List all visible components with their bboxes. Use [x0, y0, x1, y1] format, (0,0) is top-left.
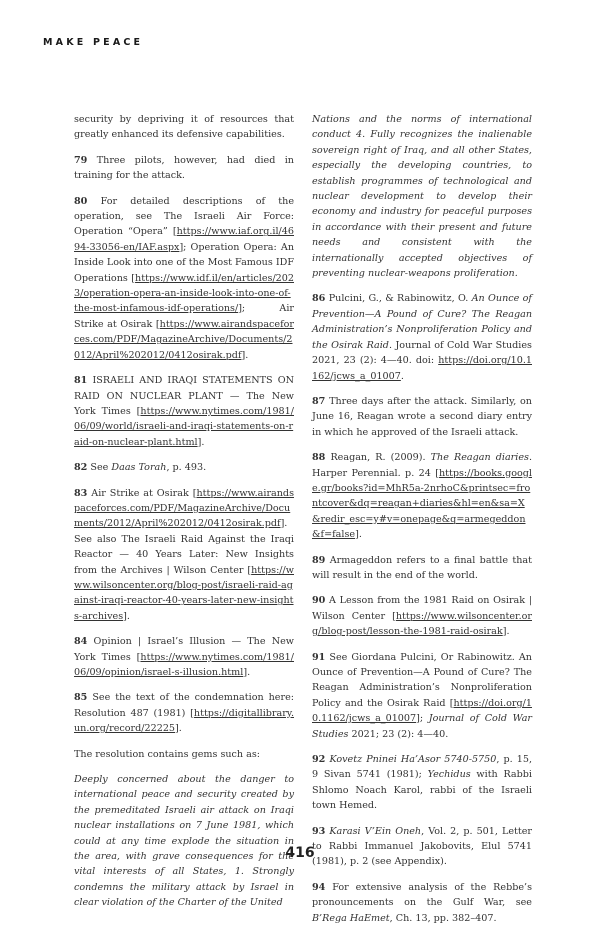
airandspaceforces-link[interactable]: https://www.airandspaceforces.com/PDF/MagazineArchive/Documents/2012/April%202012/0412osirak.pdf: [74, 487, 294, 530]
book-title: Karasi V’Ein Oneh: [329, 825, 422, 837]
footnote-number: 85: [74, 692, 88, 704]
footnote-text: ].: [355, 529, 362, 541]
footnote-92: [312, 752, 532, 814]
doi-link[interactable]: https://doi.org/10.1162/jcws_a_01007: [312, 355, 532, 382]
footnote-94: [312, 880, 532, 926]
footnote-text: See the text of the condemnation here: Resolution 487 (1981) [: [74, 692, 294, 719]
airandspaceforces-link[interactable]: https://www.airandspaceforces.com/PDF/MagazineArchive/Documents/2012/April%202012/0412osirak.pdf: [74, 318, 294, 361]
page-number: 416: [285, 845, 315, 861]
footnote-number: 79: [74, 154, 88, 166]
footnote-text: For detailed descriptions of the operation, see The Israeli Air Force: Operation “Opera” [: [74, 195, 294, 238]
footnote-number: 86: [312, 293, 326, 305]
book-title: Daas Torah: [111, 462, 167, 474]
footnote-text: Armageddon refers to a final battle that will result in the end of the world.: [312, 554, 532, 581]
footnote-89: [312, 553, 532, 584]
footnote-text: . Journal of Cold War Studies 2021, 23 (2): 4—40. doi:: [312, 339, 532, 367]
footnote-text: ].: [241, 349, 249, 361]
resolution-quote: Deeply concerned about the danger to international peace and security created by the premeditated Israeli air attack on Iraqi nuclear installations on 7 June 1981, which could at any time explode the situation in the area, with grave consequences for the vital interests of all States, 1. Strongly condemns the military attack by Israel in clear violation of the Charter of the United: [74, 774, 294, 909]
footnote-text: , p. 493.: [166, 462, 207, 474]
footnote-text: , p. 15, 9 Sivan 5741 (1981);: [312, 754, 532, 781]
footnote-text: A Lesson from the 1981 Raid on Osirak | Wilson Center [: [312, 595, 532, 622]
footnote-text: Opinion | Israel’s Illusion — The New York Times [: [74, 636, 294, 663]
footnote-number: 82: [74, 462, 88, 474]
footnote-text: ]. See also The Israeli Raid Against the Iraqi Reactor — 40 Years Later: New Insights from the Archives | Wilson Center [: [74, 518, 294, 576]
footnote-86: [312, 291, 532, 383]
nytimes-statements-link[interactable]: https://www.nytimes.com/1981/06/09/world/israeli-and-iraqi-statements-on-raid-on-nuclear-plant.html: [74, 405, 294, 448]
footnote-number: 80: [74, 195, 88, 207]
footnote-number: 94: [312, 881, 326, 893]
journal-title: Journal of Cold War Studies: [312, 713, 532, 740]
book-title: Kovetz Pninei Ha’Asor 5740-5750: [329, 754, 497, 766]
footnote-87: [312, 394, 532, 440]
footnote-80: [74, 194, 294, 363]
footnote-text: Air Strike at Osirak [: [91, 487, 197, 499]
footnote-text: with Rabbi Shlomo Noach Karol, rabbi of the Israeli town Hemed.: [312, 769, 533, 812]
paragraph-continuation: security by depriving it of resources that greatly enhanced its defensive capabilities.: [74, 114, 294, 141]
footnote-text: . Harper Perennial. p. 24 [: [312, 452, 532, 479]
footnote-text: 2021; 23 (2): 4—40.: [348, 728, 449, 740]
google-books-link[interactable]: https://books.google.gr/books?id=MhR5a-2nrhoC&printsec=frontcover&dq=reagan+diaries&hl=en&sa=X&redir_esc=y#v=onepage&q=armegeddon&f=false: [312, 467, 532, 541]
footnote-number: 92: [312, 754, 326, 766]
footnote-90: [312, 593, 532, 639]
footnote-number: 83: [74, 487, 88, 499]
term-italic: Yechidus: [427, 769, 471, 781]
footnote-text: ].: [197, 436, 205, 448]
footnote-text: Pulcini, G., & Rabinowitz, O.: [328, 293, 472, 305]
footnote-91: [312, 650, 532, 742]
resolution-quote-continued: Nations and the norms of international conduct 4. Fully recognizes the inalienable sovereign right of Iraq, and all other States, especially the developing countries, to establish programmes of technological and nuclear development to develop their economy and industry for peaceful purposes in accordance with their present and future needs and consistent with the internationally accepted objectives of preventing nuclear-weapons proliferation.: [312, 114, 532, 280]
footnote-text: ].: [243, 667, 251, 678]
footnote-number: 91: [312, 651, 326, 663]
right-column: [312, 112, 532, 936]
book-title: B’Rega HaEmet: [312, 912, 390, 924]
footnote-number: 88: [312, 452, 326, 464]
un-digitallibrary-link[interactable]: https://digitallibrary.un.org/record/22225: [74, 707, 294, 735]
article-title: An Ounce of Prevention—A Pound of Cure? The Reagan Administration’s Nonproliferation Policy and the Osirak Raid: [312, 293, 532, 351]
footnote-text: Three pilots, however, had died in training for the attack.: [74, 154, 294, 182]
footnote-text: .: [400, 370, 404, 382]
left-column: [74, 112, 294, 921]
footnote-text: , Ch. 13, pp. 382–407.: [389, 912, 497, 924]
footnote-88: [312, 450, 532, 542]
footnote-82: [74, 460, 294, 475]
footnote-text: ]; Air Strike at Osirak [: [74, 303, 294, 330]
wilsoncenter-link[interactable]: https://www.wilsoncenter.org/blog-post/israeli-raid-against-iraqi-reactor-40-years-later-new-insights-archives: [74, 564, 294, 622]
nytimes-opinion-link[interactable]: https://www.nytimes.com/1981/06/09/opinion/israel-s-illusion.html: [74, 651, 294, 678]
footnote-text: ].: [123, 610, 130, 622]
footnote-text: See: [90, 462, 112, 474]
footnote-number: 89: [312, 554, 326, 566]
footnote-text: ]; Operation Opera: An Inside Look into one of the Most Famous IDF Operations [: [74, 241, 294, 284]
footnote-number: 84: [74, 636, 88, 648]
wilsoncenter-link[interactable]: https://www.wilsoncenter.org/blog-post/lesson-the-1981-raid-osirak: [312, 610, 532, 638]
footnote-number: 81: [74, 375, 88, 387]
footnote-text: ];: [416, 713, 429, 725]
footnote-text: ISRAELI AND IRAQI STATEMENTS ON RAID ON NUCLEAR PLANT — The New York Times [: [74, 375, 294, 417]
footnote-text: Reagan, R. (2009).: [330, 452, 431, 464]
iaf-link[interactable]: https://www.iaf.org.il/4694-33056-en/IAF.aspx: [74, 226, 294, 253]
footnote-81: [74, 373, 294, 450]
book-title: The Reagan diaries: [430, 452, 529, 464]
footnote-text: See Giordana Pulcini, Or Rabinowitz. An Ounce of Prevention—A Pound of Cure? The Reagan Administration’s Nonproliferation Policy and the Osirak Raid [: [312, 651, 532, 709]
footnote-83: [74, 486, 294, 625]
idf-link[interactable]: https://www.idf.il/en/articles/2023/operation-opera-an-inside-look-into-one-of-the-most-infamous-idf-operations/: [74, 272, 294, 315]
paragraph-gems: The resolution contains gems such as:: [74, 748, 261, 760]
footnote-text: ].: [175, 723, 182, 735]
footnote-84: [74, 634, 294, 680]
doi-link[interactable]: https://doi.org/10.1162/jcws_a_01007: [312, 697, 532, 725]
footnote-text: , Vol. 2, p. 501, Letter to Rabbi Immanuel Jakobovits, Elul 5741 (1981), p. 2 (see Appendix).: [312, 825, 532, 868]
footnote-text: Three days after the attack. Similarly, on June 16, Reagan wrote a second diary entry in which he approved of the Israeli attack.: [312, 395, 532, 438]
footnote-text: For extensive analysis of the Rebbe’s pronouncements on the Gulf War, see: [312, 881, 532, 909]
footnote-text: ].: [502, 626, 510, 638]
footnote-79: [74, 153, 294, 184]
running-header: MAKE PEACE: [43, 37, 144, 48]
footnote-number: 90: [312, 595, 326, 607]
footnote-number: 87: [312, 395, 326, 407]
footnote-number: 93: [312, 825, 326, 837]
footnote-85: [74, 690, 294, 736]
